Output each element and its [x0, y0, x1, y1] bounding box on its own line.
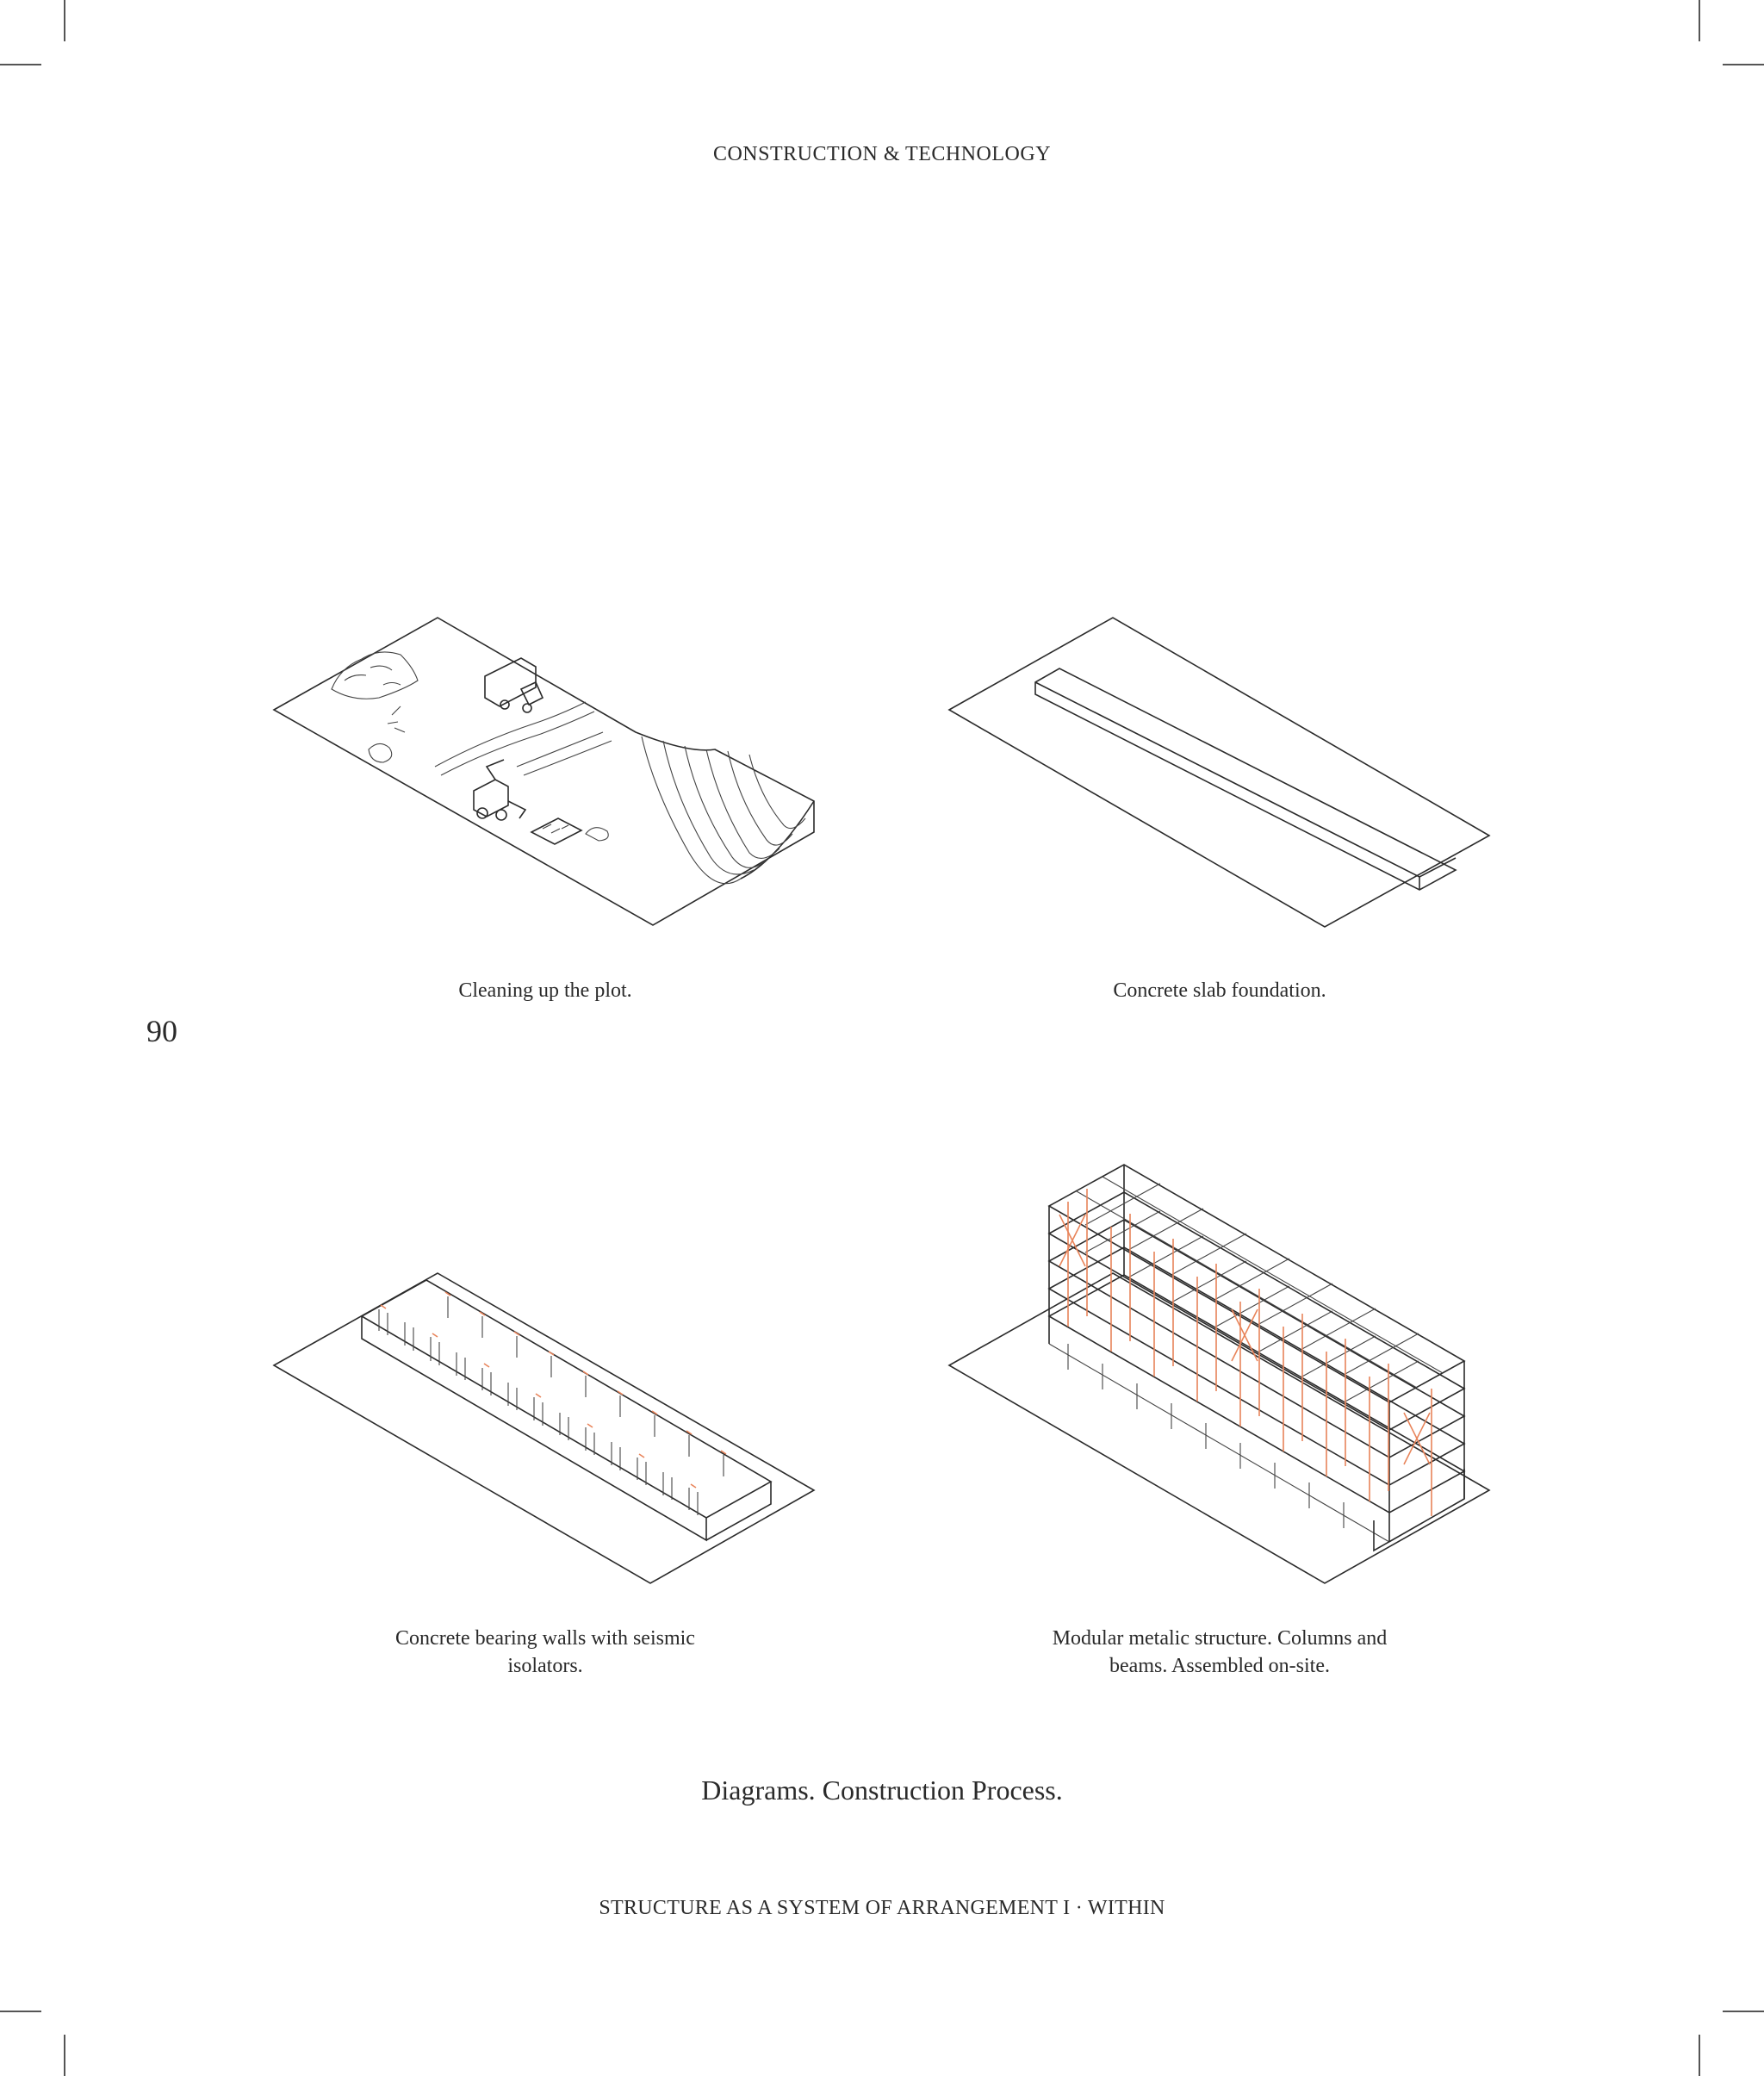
- crop-mark-top-left-horizontal: [0, 64, 41, 65]
- figure-caption: Diagrams. Construction Process.: [701, 1775, 1063, 1806]
- diagram-slab-foundation: [949, 618, 1489, 927]
- crop-mark-bottom-left-vertical: [64, 2035, 65, 2076]
- caption-metalic-structure: Modular metalic structure. Columns and beams. Assembled on-site.: [1052, 1627, 1388, 1677]
- running-footer: STRUCTURE AS A SYSTEM OF ARRANGEMENT I · WITHIN: [599, 1897, 1165, 1919]
- crop-mark-bottom-right-vertical: [1699, 2035, 1700, 2076]
- crop-mark-bottom-left-horizontal: [0, 2011, 41, 2012]
- crop-mark-top-right-vertical: [1699, 0, 1700, 41]
- running-header: CONSTRUCTION & TECHNOLOGY: [712, 143, 1052, 165]
- crop-mark-bottom-right-horizontal: [1723, 2011, 1764, 2012]
- crop-mark-top-left-vertical: [64, 0, 65, 41]
- diagram-plot-cleaning: [274, 618, 814, 925]
- crop-mark-top-right-horizontal: [1723, 64, 1764, 65]
- diagram-bearing-walls: [274, 1273, 814, 1583]
- caption-slab-foundation: Concrete slab foundation.: [1113, 979, 1326, 1002]
- page-number: 90: [146, 1014, 177, 1048]
- caption-bearing-walls: Concrete bearing walls with seismic isolators.: [395, 1627, 695, 1677]
- caption-cleaning-plot: Cleaning up the plot.: [458, 979, 632, 1002]
- diagram-metalic-structure: [949, 1165, 1489, 1583]
